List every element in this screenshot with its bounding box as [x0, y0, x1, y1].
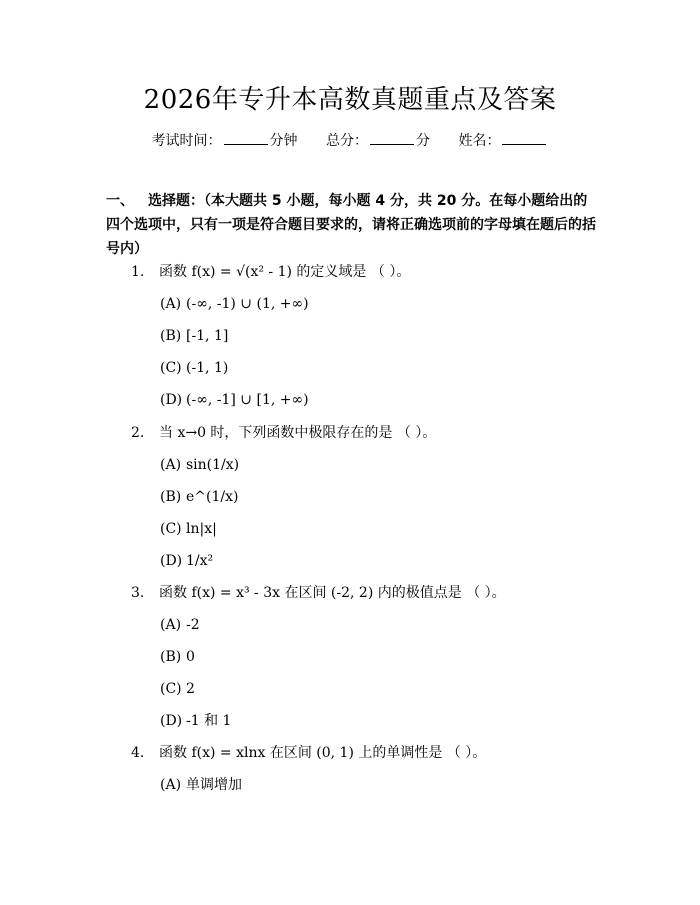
option-label: (C)	[160, 360, 182, 376]
name-blank	[502, 132, 546, 145]
option-3a	[160, 615, 200, 635]
option-text: e^(1/x)	[186, 489, 239, 505]
question-number: 1.	[131, 264, 145, 280]
option-3b	[160, 647, 195, 667]
question-1	[131, 262, 410, 282]
option-2d	[160, 551, 213, 571]
exam-meta	[0, 131, 700, 151]
option-label: (A)	[160, 617, 182, 633]
option-text: [-1, 1]	[186, 328, 229, 344]
question-number: 2.	[131, 425, 145, 441]
option-label: (B)	[160, 328, 182, 344]
option-1a	[160, 294, 309, 314]
option-label: (C)	[160, 521, 182, 537]
option-text: 2	[186, 681, 195, 697]
option-text: sin(1/x)	[186, 457, 240, 473]
time-blank	[224, 132, 268, 145]
student-name	[458, 131, 548, 151]
option-label: (D)	[160, 392, 183, 408]
option-label: (B)	[160, 649, 182, 665]
section-number: 一、	[106, 193, 134, 209]
option-4a	[160, 775, 242, 795]
option-label: (A)	[160, 777, 182, 793]
section-text: 选择题：（本大题共 5 小题，每小题 4 分，共 20 分。在每小题给出的四个选项中，只有一项是符合题目要求的，请将正确选项前的字母填在题后的括号内）	[106, 193, 596, 257]
option-label: (C)	[160, 681, 182, 697]
time-unit: 分钟	[269, 133, 298, 149]
question-2	[131, 423, 436, 443]
option-text: -1 和 1	[186, 713, 232, 729]
option-text: (-1, 1)	[186, 360, 229, 376]
option-text: (-∞, -1) ∪ (1, +∞)	[186, 296, 309, 312]
option-1d	[160, 390, 309, 410]
option-3c	[160, 679, 195, 699]
exam-time	[152, 131, 298, 151]
option-label: (B)	[160, 489, 182, 505]
question-number: 3.	[131, 585, 145, 601]
question-4	[131, 743, 486, 763]
time-label: 考试时间：	[151, 133, 222, 149]
option-3d	[160, 711, 231, 731]
name-label: 姓名：	[458, 133, 501, 149]
option-text: (-∞, -1] ∪ [1, +∞)	[186, 392, 309, 408]
option-2a	[160, 455, 239, 475]
score-label: 总分：	[326, 133, 368, 149]
question-3	[131, 583, 506, 603]
question-text: 当 x→0 时，下列函数中极限存在的是 （ ）。	[159, 425, 437, 441]
option-text: 单调增加	[186, 777, 242, 793]
score-unit: 分	[416, 133, 430, 149]
question-number: 4.	[131, 745, 145, 761]
page-title: 2026年专升本高数真题重点及答案	[143, 85, 557, 115]
section-heading	[106, 189, 596, 261]
option-text: ln|x|	[186, 521, 217, 537]
option-text: -2	[186, 617, 200, 633]
option-text: 1/x²	[186, 553, 214, 569]
option-2c	[160, 519, 217, 539]
option-2b	[160, 487, 238, 507]
question-text: 函数 f(x) = x³ - 3x 在区间 (-2, 2) 内的极值点是 （ ）。	[159, 585, 506, 601]
option-label: (D)	[160, 713, 183, 729]
score-blank	[370, 132, 414, 145]
option-text: 0	[186, 649, 195, 665]
option-label: (A)	[160, 457, 182, 473]
option-label: (D)	[160, 553, 183, 569]
question-text: 函数 f(x) = √(x² - 1) 的定义域是 （ ）。	[159, 264, 411, 280]
option-1c	[160, 358, 228, 378]
option-1b	[160, 326, 228, 346]
option-label: (A)	[160, 296, 182, 312]
question-text: 函数 f(x) = xlnx 在区间 (0, 1) 上的单调性是 （ ）。	[159, 745, 487, 761]
total-score	[326, 131, 430, 151]
